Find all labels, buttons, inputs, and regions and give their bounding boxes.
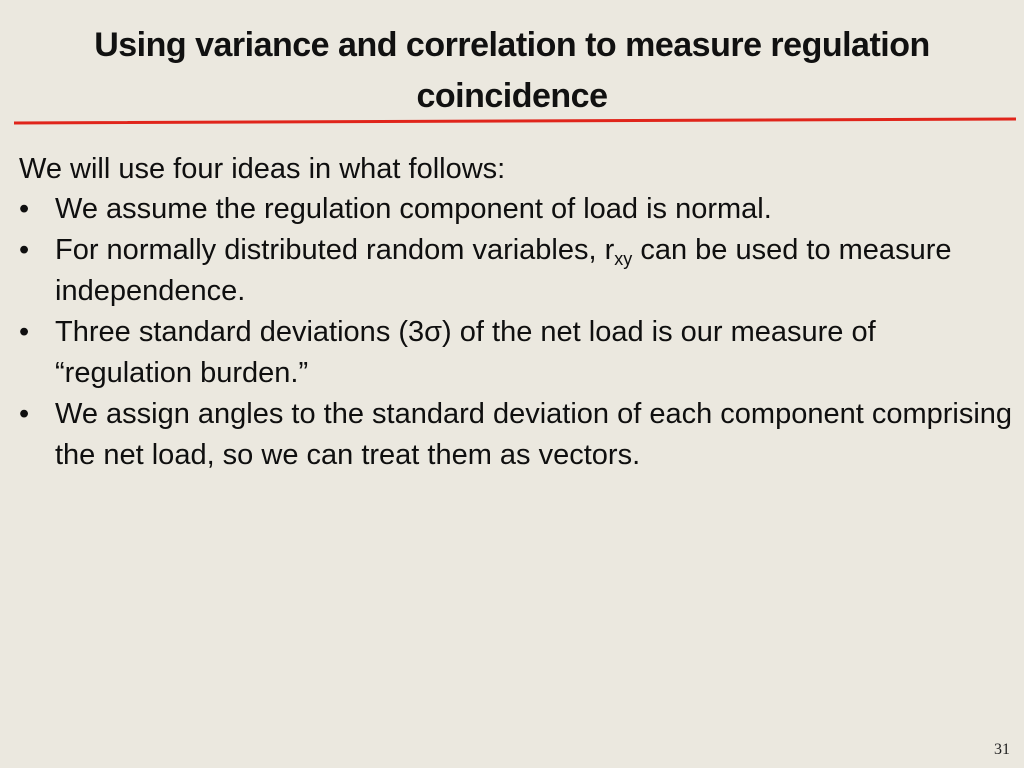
bullet-text-after-subscript: can be used to measure independence. (55, 234, 952, 307)
bullet-icon: • (19, 316, 30, 348)
bullet-text: We assign angles to the standard deviation of each component comprising the net load, so we can treat them as vectors. (55, 398, 1013, 471)
bullet-item (19, 189, 1014, 230)
bullet-text-before-subscript: For normally distributed random variables, r (55, 234, 615, 266)
bullet-list (19, 189, 1014, 476)
slide-title-line-1: Using variance and correlation to measure regulation (94, 26, 930, 64)
title-underline (14, 116, 1016, 126)
bullet-icon: • (19, 234, 30, 266)
slide-title-line-2: coincidence (416, 77, 608, 115)
bullet-icon: • (19, 193, 30, 225)
page-number: 31 (994, 741, 1010, 758)
slide-title (0, 20, 1024, 122)
bullet-item (19, 312, 1014, 394)
bullet-text: We assume the regulation component of load is normal. (55, 193, 772, 225)
bullet-item (19, 394, 1014, 476)
bullet-text: Three standard deviations (3σ) of the net load is our measure of “regulation burden.” (55, 316, 876, 389)
slide-body (19, 149, 1014, 476)
bullet-icon: • (19, 398, 30, 430)
title-underline-stroke (14, 119, 1016, 123)
intro-text: We will use four ideas in what follows: (19, 153, 506, 185)
bullet-item (19, 230, 1014, 312)
bullet-subscript: xy (614, 249, 633, 269)
